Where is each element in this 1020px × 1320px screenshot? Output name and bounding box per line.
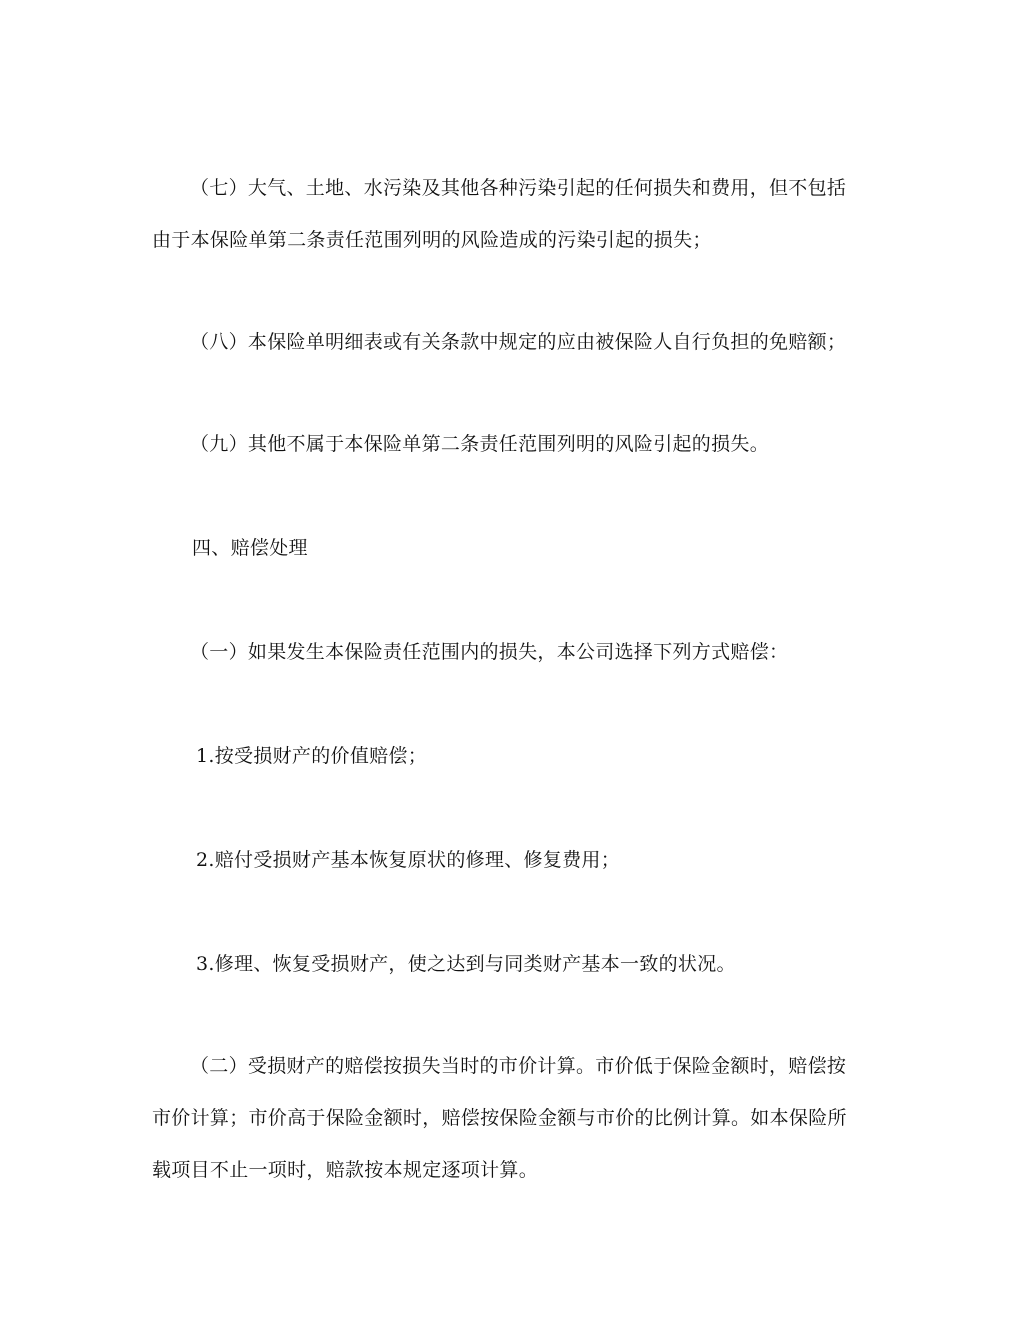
compensation-paragraph-2-line-1: （二）受损财产的赔偿按损失当时的市价计算。市价低于保险金额时，赔偿按 (190, 1055, 847, 1077)
compensation-item-3: 3.修理、恢复受损财产，使之达到与同类财产基本一致的状况。 (196, 953, 736, 975)
compensation-item-2: 2.赔付受损财产基本恢复原状的修理、修复费用； (196, 849, 621, 871)
paragraph-7-line-1: （七）大气、土地、水污染及其他各种污染引起的任何损失和费用，但不包括 (190, 177, 847, 199)
paragraph-8: （八）本保险单明细表或有关条款中规定的应由被保险人自行负担的免赔额； (190, 331, 847, 353)
paragraph-7-line-2: 由于本保险单第二条责任范围列明的风险造成的污染引起的损失； (152, 229, 712, 251)
compensation-paragraph-2-line-2: 市价计算；市价高于保险金额时，赔偿按保险金额与市价的比例计算。如本保险所 (152, 1107, 847, 1129)
compensation-item-1: 1.按受损财产的价值赔偿； (196, 745, 428, 767)
compensation-paragraph-1: （一）如果发生本保险责任范围内的损失，本公司选择下列方式赔偿： (190, 641, 789, 663)
section-heading-compensation: 四、赔偿处理 (192, 537, 308, 559)
compensation-paragraph-2-line-3: 载项目不止一项时，赔款按本规定逐项计算。 (152, 1159, 539, 1181)
paragraph-9: （九）其他不属于本保险单第二条责任范围列明的风险引起的损失。 (190, 433, 770, 455)
